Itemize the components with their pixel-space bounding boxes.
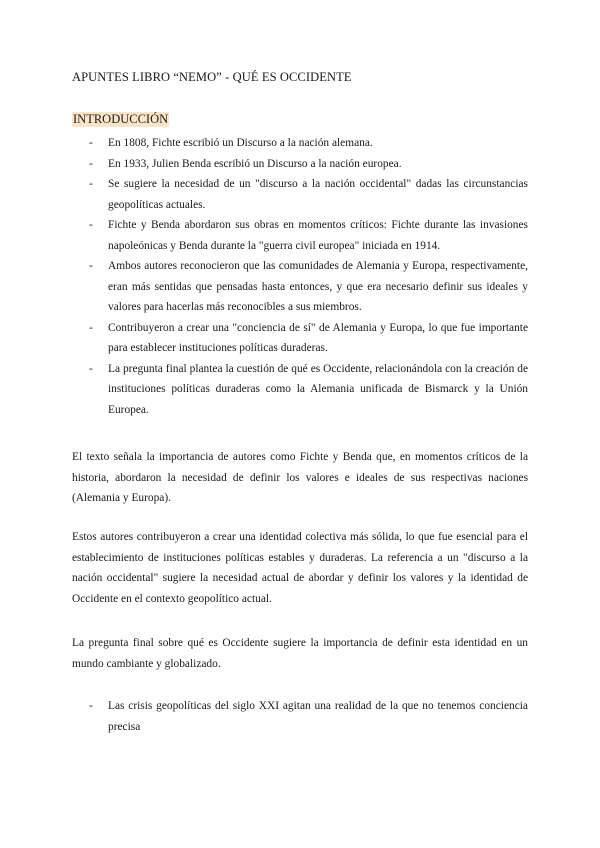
bullet-dash: -	[89, 362, 93, 375]
section-heading-introduccion: INTRODUCCIÓN	[73, 112, 169, 126]
list-item-text: En 1933, Julien Benda escribió un Discurso a la nación europea.	[108, 157, 402, 170]
list-item	[72, 215, 528, 256]
bullet-dash: -	[89, 700, 93, 712]
bullet-dash: -	[89, 321, 93, 334]
list-item-text: Fichte y Benda abordaron sus obras en momentos críticos: Fichte durante las invasiones napoleónicas y Benda durante la "guerra civil europea" iniciada en 1914.	[108, 219, 528, 252]
bullet-dash: -	[89, 157, 93, 170]
list-item	[72, 154, 528, 175]
list-item-text: Ambos autores reconocieron que las comunidades de Alemania y Europa, respectivamente, eran más sentidas que pensadas hasta entonces, y que era necesario definir sus ideales y valores para hacerlas más reconocibles a sus miembros.	[108, 260, 528, 313]
body-paragraph: El texto señala la importancia de autores como Fichte y Benda que, en momentos críticos de la historia, abordaron la necesidad de definir los valores e ideales de sus respectivas naciones (Alemania y Europa).	[72, 451, 528, 504]
list-item	[72, 174, 528, 215]
bullet-dash: -	[89, 178, 93, 190]
list-item	[72, 318, 528, 359]
bullet-dash: -	[89, 260, 93, 272]
list-item	[72, 256, 528, 318]
intro-bullet-list	[72, 133, 528, 420]
list-item-text: Se sugiere la necesidad de un "discurso a la nación occidental" dadas las circunstancias geopolíticas actuales.	[108, 178, 528, 211]
closing-bullet-list	[72, 696, 528, 737]
list-item	[72, 359, 528, 421]
document-title: APUNTES LIBRO “NEMO” - QUÉ ES OCCIDENTE	[72, 70, 352, 84]
list-item-text: La pregunta final plantea la cuestión de qué es Occidente, relacionándola con la creación de instituciones políticas duraderas como la Alemania unificada de Bismarck y la Unión Europea.	[108, 362, 528, 416]
list-item-text: Contribuyeron a crear una "conciencia de sí" de Alemania y Europa, lo que fue importante para establecer instituciones políticas duraderas.	[108, 321, 528, 354]
bullet-dash: -	[89, 137, 93, 149]
body-paragraph: Estos autores contribuyeron a crear una identidad colectiva más sólida, lo que fue esencial para el establecimiento de instituciones políticas estables y duraderas. La referencia a un "discurso a la nación occidental" sugiere la necesidad actual de abordar y definir los valores y la identidad de Occidente en el contexto geopolítico actual.	[72, 531, 528, 605]
list-item	[72, 133, 528, 154]
body-paragraph: La pregunta final sobre qué es Occidente sugiere la importancia de definir esta identidad en un mundo cambiante y globalizado.	[72, 637, 528, 670]
bullet-dash: -	[89, 219, 93, 231]
list-item-text: Las crisis geopolíticas del siglo XXI agitan una realidad de la que no tenemos conciencia precisa	[108, 700, 528, 733]
list-item	[72, 696, 528, 737]
list-item-text: En 1808, Fichte escribió un Discurso a la nación alemana.	[108, 137, 373, 149]
